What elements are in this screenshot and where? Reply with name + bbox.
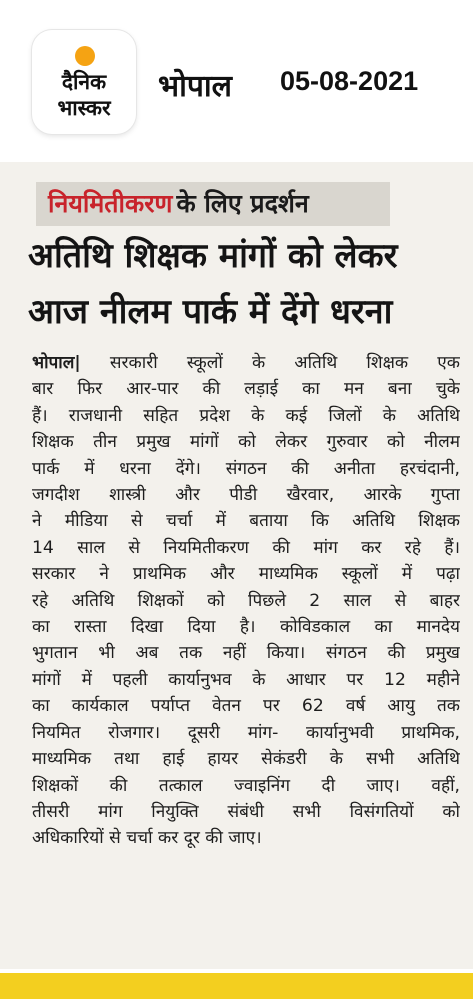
kicker-highlight: नियमितीकरण xyxy=(48,189,173,218)
logo-text-line1: दैनिक xyxy=(61,70,107,94)
edition-city: भोपाल xyxy=(158,69,233,104)
article-headline xyxy=(28,228,468,340)
sun-icon xyxy=(75,46,95,66)
article-kicker xyxy=(36,182,390,226)
body-line: माध्यमिक तथा हाई हायर सेकंडरी के सभी अतिथि xyxy=(32,749,460,770)
headline-line: आज नीलम पार्क में देंगे धरना xyxy=(28,292,393,332)
body-line: पार्क में धरना देंगे। संगठन की अनीता हरचंदानी, xyxy=(32,458,460,479)
body-line: शिक्षकों की तत्काल ज्वाइनिंग दी जाए। वहीं, xyxy=(32,775,460,796)
body-line: नियमित रोजगार। दूसरी मांग- कार्यानुभवी प्राथमिक, xyxy=(32,722,460,743)
body-line: भोपाल| सरकारी स्कूलों के अतिथि शिक्षक एक xyxy=(32,353,460,373)
logo-text-line2: भास्कर xyxy=(57,96,111,120)
edition-date: 05-08-2021 xyxy=(280,66,419,96)
body-line: मांगों में पहली कार्यानुभव के आधार पर 12 महीने xyxy=(32,669,460,690)
body-line: अधिकारियों से चर्चा कर दूर की जाए। xyxy=(32,828,262,849)
body-line: जगदीश शास्त्री और पीडी खैरवार, आरके गुप्ता xyxy=(32,485,460,506)
kicker-rest: के लिए प्रदर्शन xyxy=(176,189,309,218)
body-line: हैं। राजधानी सहित प्रदेश के कई जिलों के अतिथि xyxy=(32,405,460,426)
body-line: बार फिर आर-पार की लड़ाई का मन बना चुके xyxy=(32,379,460,400)
article-body xyxy=(32,350,460,852)
dateline: भोपाल| xyxy=(32,353,81,373)
dainik-bhaskar-logo xyxy=(32,30,136,134)
body-line: का रास्ता दिखा दिया है। कोविडकाल का मानदेय xyxy=(32,617,460,638)
body-line: भुगतान भी अब तक नहीं किया। संगठन की प्रमुख xyxy=(32,643,460,664)
body-line: सरकार ने प्राथमिक और माध्यमिक स्कूलों में पढ़ा xyxy=(32,564,460,585)
body-line: तीसरी मांग नियुक्ति संबंधी सभी विसंगतियों को xyxy=(32,801,460,822)
body-line: 14 साल से नियमितीकरण की मांग कर रहे हैं। xyxy=(32,537,460,558)
body-line: का कार्यकाल पर्याप्त वेतन पर 62 वर्ष आयु तक xyxy=(32,696,460,717)
body-line: शिक्षक तीन प्रमुख मांगों को लेकर गुरुवार को नीलम xyxy=(32,432,460,453)
newspaper-header xyxy=(0,0,473,160)
bottom-color-strip xyxy=(0,969,473,999)
headline-line: अतिथि शिक्षक मांगों को लेकर xyxy=(28,236,398,276)
body-line: ने मीडिया से चर्चा में बताया कि अतिथि शिक्षक xyxy=(32,511,460,532)
body-line: रहे अतिथि शिक्षकों को पिछले 2 साल से बाहर xyxy=(32,590,460,611)
